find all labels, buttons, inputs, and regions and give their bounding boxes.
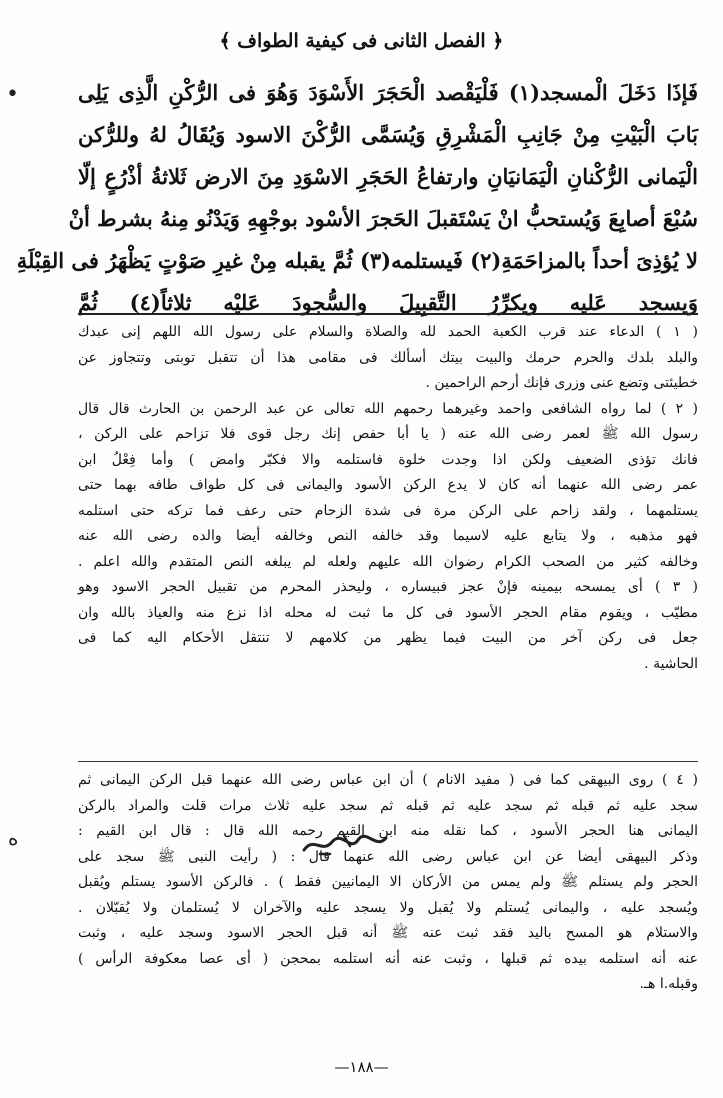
main-line: بَابَ الْبَيْتِ مِنْ جَانِبِ الْمَشْرِقِ وَيُسَمَّى الرُّكْنَ الاسود وَيُقَالُ لهُ وللرُّكن bbox=[78, 122, 698, 147]
footnote-line: والاستلام هو المسح باليد فقد ثبت عنه ﷺ أنه قبل الحجر الاسود وسجد عليه ، وثبت bbox=[78, 925, 698, 941]
main-line: فَإذَا دَخَلَ الْمسجد(١) فَلْيَقْصد الْحَجَرَ الأَسْوَدَ وَهُوَ فى الرُّكْنِ الَّذِى يَلِى bbox=[78, 80, 698, 105]
footnote-line: رسول الله ﷺ لعمر رضى الله عنه ( يا أبا حفص إنك رجل قوى فلا تزاحم على الركن ، bbox=[78, 426, 698, 442]
footnote-line: يستلمهما ، ولقد زاحم على الركن مرة فى شدة الزحام حتى رعف فما تركه حتى استلمه bbox=[78, 502, 698, 519]
footnote-line: فانك تؤذى الضعيف ولكن اذا وجدت خلوة فاستلمه والا فكبّر وامض ) وأما فِعْلُ ابن bbox=[78, 451, 698, 468]
footnote-line: وذكر البيهقى أيضا عن ابن عباس رضى الله عنهما قال : ( رأيت النبى ﷺ سجد على bbox=[78, 848, 698, 865]
margin-sign: ه bbox=[8, 826, 19, 850]
footnote-line: ( ١ ) الدعاء عند قرب الكعبة الحمد لله والصلاة والسلام على رسول الله اللهم إنى عبدك bbox=[78, 324, 699, 340]
main-line: الْيَمانى الرُّكْنانِ الْيَمَانيَانِ وارتفاعُ الحَجَرِ الاسْوَدِ مِنَ الارض ثَلاثةُ أذْرُعٍ إلّا bbox=[78, 164, 698, 189]
footnote-line: والبلد بلدك والحرم حرمك والبيت بيتك أسألك فى مقامى هذا أن تتقبل توبتى وتتجاوز عن bbox=[78, 349, 698, 366]
footnote-line: جعل فى ركن آخر من البيت فيما يظهر من كلامهم لا تنتقل الأحكام اليه كما فى bbox=[78, 630, 698, 646]
footnote-line: الحجر ولم يستلم ﷺ ولم يمس من الأركان الا اليمانيين فقط ) . فالركن الأسود يستلم ويُقبل bbox=[78, 874, 698, 890]
footnote-line: ويُسجد عليه ، واليمانى يُستلم ولا يُقبل ولا يسجد عليه والآخران لا يُستلمان ولا يُقبّلان . bbox=[78, 899, 698, 916]
margin-dot: • bbox=[6, 82, 19, 107]
footnote-divider bbox=[78, 761, 698, 762]
footnote-line: ( ٢ ) لما رواه الشافعى واحمد وغيرهما رحمهم الله تعالى عن عبد الرحمن بن الحارث قال قال bbox=[78, 400, 698, 417]
main-text bbox=[16, 72, 698, 324]
footnote-line: وخالفه كثير من الصحب الكرام رضوان الله عليهم ولعله لم يبلغه النص المتقدم والله اعلم . bbox=[78, 553, 699, 570]
footnote-line: عمر رضى الله عنهما أنه كان لا يدع الركن الأسود واليمانى فى كل طواف طافه بهما حتى bbox=[78, 477, 698, 493]
footnote-line: عنه أنه استلمه بيده ثم قبلها ، وثبت عنه أنه استلمه بمحجن ( أى عصا معكوفة الرأس ) bbox=[78, 950, 698, 967]
main-line: وَيسجد عَليه ويكرِّرُ التَّقبِيلَ والسُّجودَ عَليْه ثلاثاً(٤) ثُمَّ bbox=[78, 290, 698, 315]
footnote-line: ( ٤ ) روى البيهقى كما فى ( مفيد الانام ) أن ابن عباس رضى الله عنهما قبل الركن اليمانى ثم bbox=[78, 772, 698, 788]
text-divider bbox=[78, 313, 698, 315]
footnote-line: الحاشية . bbox=[644, 655, 698, 672]
footnote-line: مطيّب ، ويقوم مقام الحجر الأسود فى كل ما ثبت له محله اذا نزع منه والعياذ بالله وان bbox=[78, 604, 698, 621]
footnote-line: اليمانى هنا الحجر الأسود ، كما نقله منه ابن القيم رحمه الله قال : قال ابن القيم : bbox=[78, 823, 698, 839]
footnote-line: سجد عليه ثم قبله ثم سجد عليه ثم قبله ثم سجد عليه ثلاث مرات قلت والمراد بالركن bbox=[78, 797, 698, 814]
footnote-line: خطيئتى وتضع عنى وزرى فإنك أرحم الراحمين . bbox=[425, 375, 698, 391]
page-number: —١٨٨— bbox=[334, 1058, 389, 1076]
footnotes-block bbox=[78, 320, 698, 677]
main-line: سُبْعَ أصابِعَ وَيُستحبُّ انْ يَسْتَقبلَ الحَجرَ الأسْود بوجْهِهِ وَيَدْنُو مِنهُ بشرط أنْ bbox=[68, 206, 698, 231]
main-line: لا يُؤذِىَ أحداً بالمزاحَمَةِ(٢) فَيستلمه(٣) ثُمَّ يقبله مِنْ غيرِ صَوْتٍ يَظْهَرُ فى القِبْلَةِ bbox=[16, 248, 698, 273]
handwritten-annotation bbox=[300, 832, 390, 858]
chapter-heading: ﴿ الفصل الثانى فى كيفية الطواف ﴾ bbox=[219, 30, 504, 52]
footnotes-block-2 bbox=[78, 768, 698, 998]
footnote-line: وقبله.ا هـ. bbox=[639, 976, 698, 992]
footnote-line: فهو مذهبه ، ولا يتابع عليه لاسيما وقد خالفه النص وخالفه أيضا والده رضى الله عنه bbox=[78, 528, 698, 544]
footnote-line: ( ٣ ) أى يمسحه بيمينه فإنْ عجز فبيساره ، وليحذر المحرم من تقبيل الحجر الاسود وهو bbox=[78, 579, 698, 595]
